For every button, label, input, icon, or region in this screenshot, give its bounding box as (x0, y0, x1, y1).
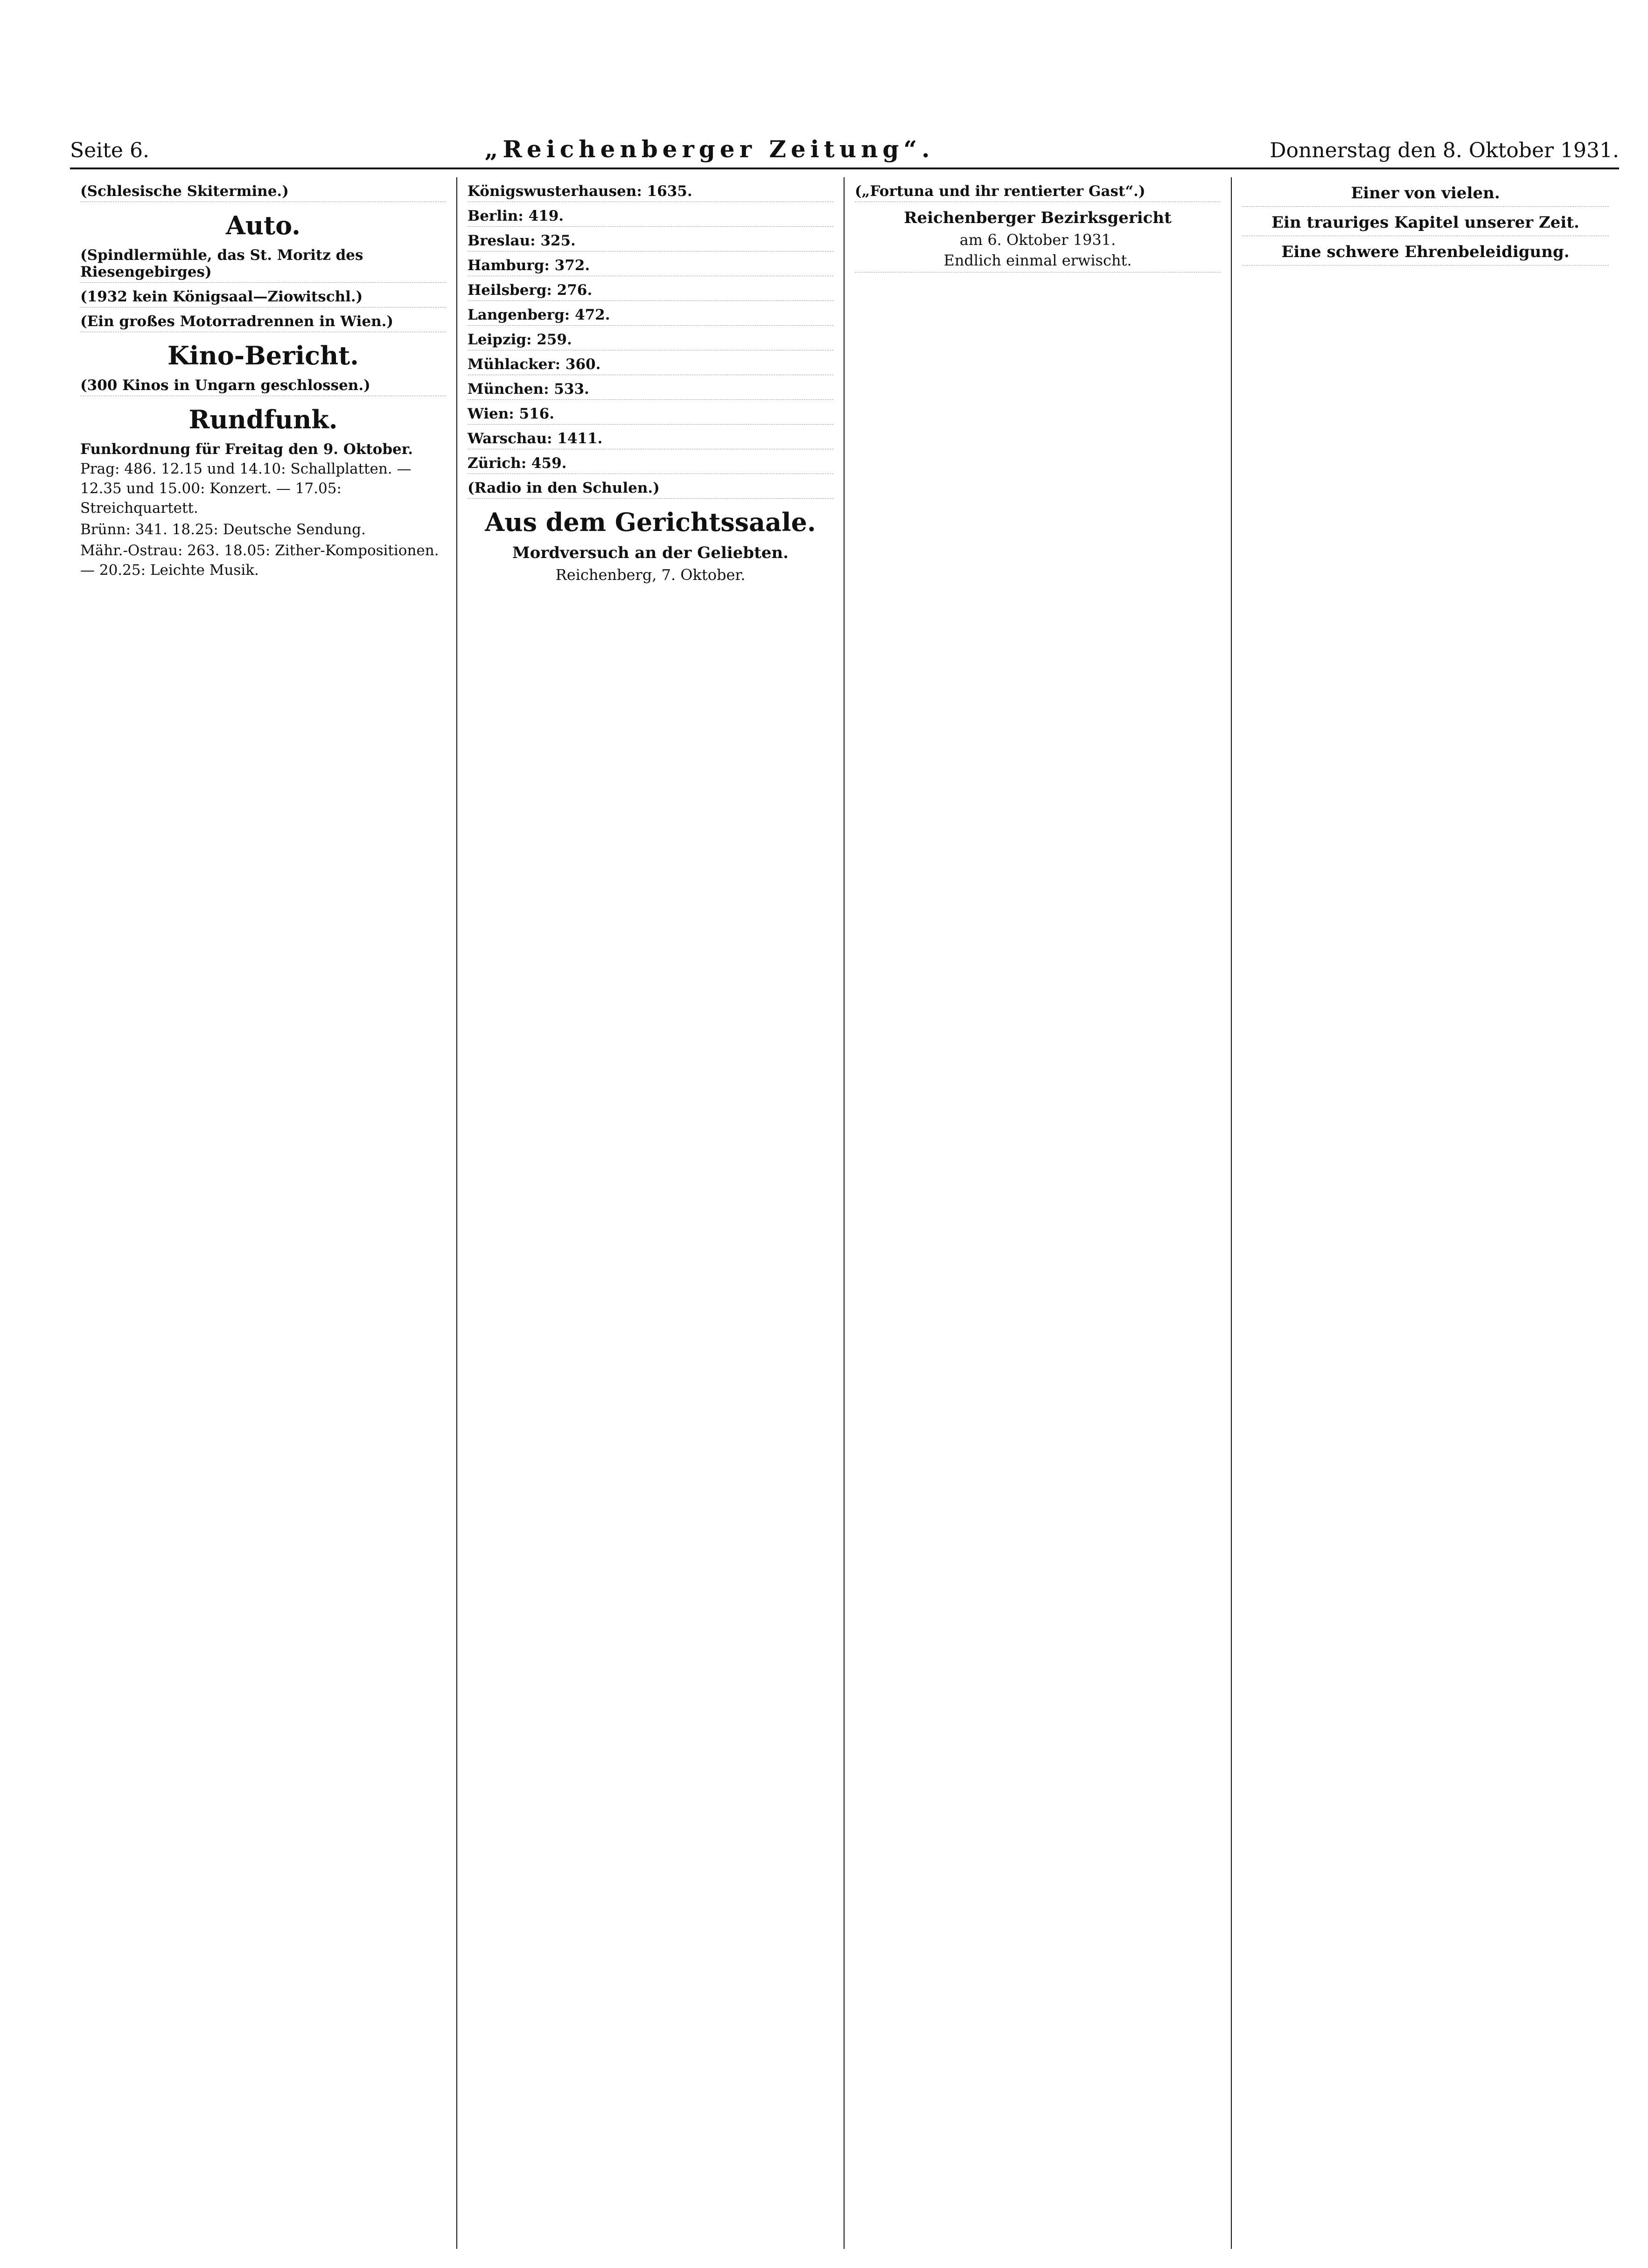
section-heading: Kino-Bericht. (168, 341, 359, 370)
radio-program (468, 325, 833, 326)
article-subheading: Mordversuch an der Geliebten. (512, 544, 789, 562)
section-subheading: Reichenberger Bezirksgericht (904, 209, 1172, 227)
radio-station: Heilsberg: 276. (468, 282, 593, 299)
radio-station: Langenberg: 472. (468, 307, 610, 323)
article-dateline: am 6. Oktober 1931. (959, 231, 1116, 249)
radio-line: Mähr.-Ostrau: 263. 18.05: Zither-Kompositionen. — 20.25: Leichte Musik. (80, 542, 439, 579)
article-text (1242, 206, 1609, 207)
article-heading: Eine schwere Ehrenbeleidigung. (1281, 243, 1570, 261)
column-3 (845, 177, 1232, 2249)
page-number: Seite 6. (70, 139, 149, 162)
article-head: (Schlesische Skitermine.) (80, 183, 289, 200)
article-heading: Ein trauriges Kapitel unserer Zeit. (1271, 213, 1579, 232)
radio-station: München: 533. (468, 381, 589, 398)
radio-program (468, 300, 833, 301)
newspaper-title: „Reichenberger Zeitung“. (484, 135, 935, 163)
radio-station: Leipzig: 259. (468, 331, 572, 348)
radio-program (468, 226, 833, 227)
article-text (80, 282, 446, 283)
article-subheading: Endlich einmal erwischt. (943, 251, 1132, 269)
radio-station: Mühlacker: 360. (468, 356, 601, 373)
radio-station: Breslau: 325. (468, 232, 576, 249)
radio-station: Hamburg: 372. (468, 257, 590, 274)
article-head: (1932 kein Königsaal—Ziowitschl.) (80, 288, 363, 305)
section-heading: Auto. (226, 210, 300, 240)
radio-line: Prag: 486. 12.15 und 14.10: Schallplatten. — 12.35 und 15.00: Konzert. — 17.05: Streichquartett. (80, 461, 412, 516)
article-head: (300 Kinos in Ungarn geschlossen.) (80, 377, 370, 394)
article-heading: Einer von vielen. (1351, 184, 1500, 202)
radio-station: Wien: 516. (468, 405, 555, 422)
columns (70, 177, 1619, 2249)
column-4 (1232, 177, 1619, 2249)
radio-line: Brünn: 341. 18.25: Deutsche Sendung. (80, 521, 366, 538)
article-head: („Fortuna und ihr rentierter Gast“.) (855, 183, 1145, 200)
section-heading: Aus dem Gerichtssaale. (485, 507, 816, 537)
newspaper-page (70, 135, 1619, 2249)
article-dateline: Reichenberg, 7. Oktober. (555, 566, 746, 584)
radio-station: Königswusterhausen: 1635. (468, 183, 692, 200)
article-head: (Spindlermühle, das St. Moritz des Riesengebirges) (80, 247, 363, 280)
radio-station: Berlin: 419. (468, 208, 564, 224)
radio-program-title: Funkordnung für Freitag den 9. Oktober. (80, 441, 413, 458)
issue-date: Donnerstag den 8. Oktober 1931. (1270, 139, 1619, 162)
column-2 (457, 177, 845, 2249)
radio-station: Warschau: 1411. (468, 430, 603, 447)
article-text (468, 498, 833, 499)
page-header (70, 135, 1619, 169)
article-head: (Ein großes Motorradrennen in Wien.) (80, 313, 394, 330)
radio-program (468, 424, 833, 425)
column-1 (70, 177, 457, 2249)
radio-program (468, 399, 833, 400)
section-heading: Rundfunk. (189, 405, 338, 434)
radio-station: Zürich: 459. (468, 455, 567, 472)
article-head: (Radio in den Schulen.) (468, 480, 660, 496)
